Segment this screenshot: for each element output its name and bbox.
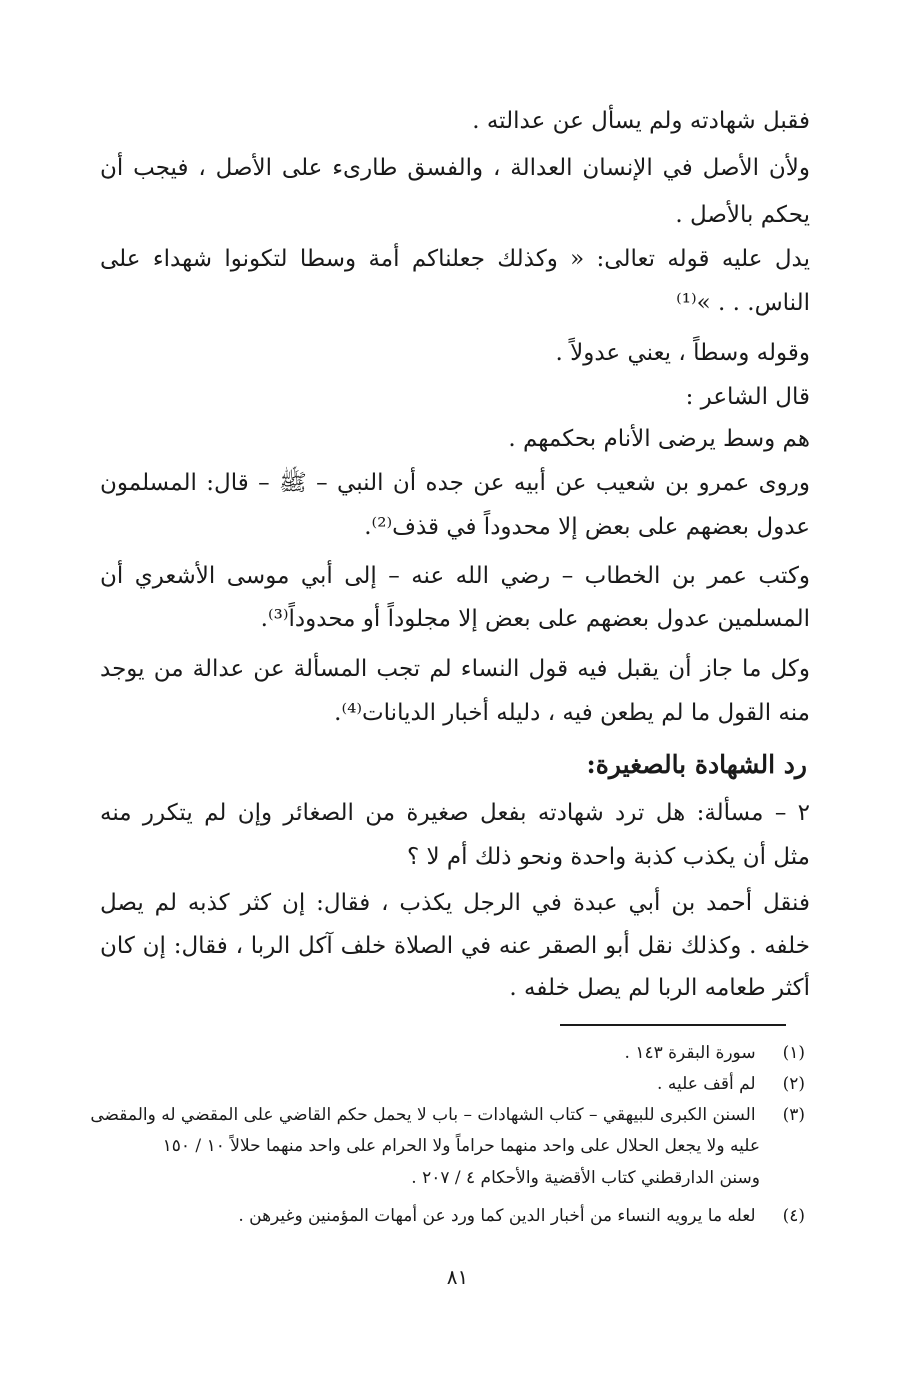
text-line: فقبل شهادته ولم يسأل عن عدالته . — [472, 108, 810, 134]
footnote-continuation: وسنن الدارقطني كتاب الأقضية والأحكام ٤ / ٢٠٧ . — [411, 1168, 760, 1188]
text-line: قال الشاعر : — [685, 384, 810, 410]
footnote-number: (٢) — [782, 1074, 805, 1094]
footnote — [100, 1206, 805, 1226]
text-line: خلفه . وكذلك نقل أبو الصقر عنه في الصلاة خلف آكل الربا ، فقال: إن كان — [100, 933, 810, 959]
text-line: هم وسط يرضى الأنام بحكمهم . — [508, 426, 810, 452]
footnote-number: (٣) — [782, 1105, 805, 1125]
text-line: يدل عليه قوله تعالى: « وكذلك جعلناكم أمة وسطا لتكونوا شهداء على — [100, 246, 810, 272]
text-line: فنقل أحمد بن أبي عبدة في الرجل يكذب ، فقال: إن كثر كذبه لم يصل — [100, 890, 810, 916]
section-heading: رد الشهادة بالصغيرة: — [586, 750, 807, 779]
text-line: ولأن الأصل في الإنسان العدالة ، والفسق طارىء على الأصل ، فيجب أن — [100, 155, 810, 181]
footnote-number: (٤) — [782, 1206, 805, 1226]
text-line: منه القول ما لم يطعن فيه ، دليله أخبار الديانات⁽⁴⁾. — [334, 700, 810, 726]
text-line: وروى عمرو بن شعيب عن أبيه عن جده أن النبي – ﷺ – قال: المسلمون — [100, 470, 810, 496]
text-line: الناس. . . »⁽¹⁾ — [676, 290, 810, 316]
footnote — [100, 1043, 805, 1063]
text-line: وكل ما جاز أن يقبل فيه قول النساء لم تجب المسألة عن عدالة من يوجد — [100, 656, 810, 682]
page-number: ٨١ — [446, 1265, 469, 1289]
footnote-separator — [560, 1024, 786, 1026]
footnote-continuation: عليه ولا يجعل الحلال على واحد منهما حراماً ولا الحرام على واحد منهما حلالاً ١٠ / ١٥٠ — [162, 1136, 760, 1156]
footnote-text: السنن الكبرى للبيهقي – كتاب الشهادات – باب لا يحمل حكم القاضي على المقضي له والمقضى — [90, 1105, 756, 1125]
text-line: عدول بعضهم على بعض إلا محدوداً في قذف⁽²⁾. — [364, 514, 810, 540]
text-line: مثل أن يكذب كذبة واحدة ونحو ذلك أم لا ؟ — [406, 844, 810, 870]
footnote — [90, 1105, 805, 1125]
footnote-text: لم أقف عليه . — [657, 1074, 756, 1094]
text-line: ٢ – مسألة: هل ترد شهادته بفعل صغيرة من الصغائر وإن لم يتكرر منه — [100, 800, 810, 826]
text-line: أكثر طعامه الربا لم يصل خلفه . — [509, 975, 810, 1001]
footnote — [100, 1074, 805, 1094]
text-line: وكتب عمر بن الخطاب – رضي الله عنه – إلى أبي موسى الأشعري أن — [100, 563, 810, 589]
text-line: المسلمين عدول بعضهم على بعض إلا مجلوداً أو محدوداً⁽³⁾. — [260, 606, 810, 632]
footnote-text: لعله ما يرويه النساء من أخبار الدين كما ورد عن أمهات المؤمنين وغيرهن . — [238, 1206, 756, 1226]
text-line: وقوله وسطاً ، يعني عدولاً . — [555, 340, 810, 366]
text-line: يحكم بالأصل . — [675, 202, 810, 228]
footnote-text: سورة البقرة ١٤٣ . — [624, 1043, 756, 1063]
footnote-number: (١) — [782, 1043, 805, 1063]
